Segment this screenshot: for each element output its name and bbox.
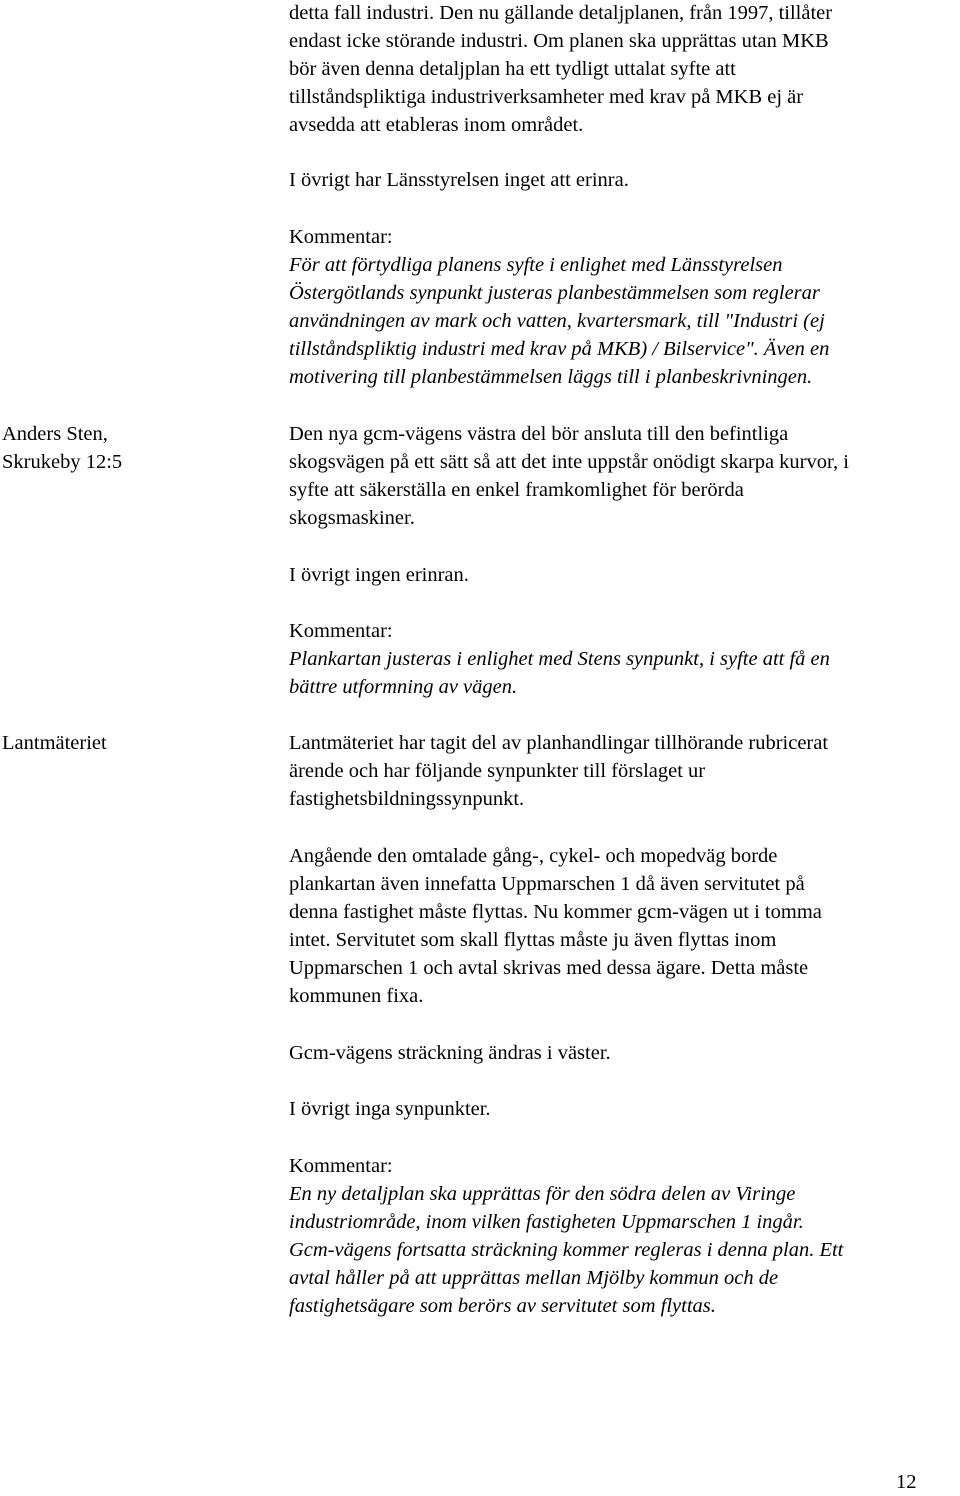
lantmateriet-closing bbox=[289, 1095, 957, 1123]
sender-line: Skrukeby 12:5 bbox=[2, 451, 123, 473]
comment-line: avtal håller på att upprättas mellan Mjölby kommun och de bbox=[289, 1267, 779, 1289]
text-line: endast icke störande industri. Om planen ska upprättas utan MKB bbox=[289, 30, 829, 52]
sender-label bbox=[2, 420, 262, 476]
intro-comment bbox=[289, 223, 957, 391]
comment-line: För att förtydliga planens syfte i enlighet med Länsstyrelsen bbox=[289, 254, 783, 276]
lantmateriet-comment bbox=[289, 1152, 957, 1320]
text-line: Uppmarschen 1 och avtal skrivas med dessa ägare. Detta måste bbox=[289, 957, 809, 979]
text-line: I övrigt har Länsstyrelsen inget att erinra. bbox=[289, 169, 629, 191]
text-line: syfte att säkerställa en enkel framkomlighet för berörda bbox=[289, 479, 744, 501]
comment-line: Östergötlands synpunkt justeras planbestämmelsen som reglerar bbox=[289, 282, 820, 304]
comment-line: Plankartan justeras i enlighet med Stens synpunkt, i syfte att få en bbox=[289, 648, 830, 670]
lantmateriet-paragraph-3 bbox=[289, 1039, 957, 1067]
page-number: 12 bbox=[896, 1471, 917, 1493]
text-line: denna fastighet måste flyttas. Nu kommer gcm-vägen ut i tomma bbox=[289, 901, 822, 923]
comment-heading: Kommentar: bbox=[289, 1155, 393, 1177]
text-line: I övrigt ingen erinran. bbox=[289, 564, 469, 586]
comment-line: användningen av mark och vatten, kvartersmark, till "Industri (ej bbox=[289, 310, 825, 332]
sender-label bbox=[2, 729, 262, 757]
intro-closing bbox=[289, 166, 957, 194]
text-line: fastighetsbildningssynpunkt. bbox=[289, 788, 525, 810]
lantmateriet-paragraph-2 bbox=[289, 842, 957, 1010]
text-line: detta fall industri. Den nu gällande detaljplanen, från 1997, tillåter bbox=[289, 2, 833, 24]
sender-line: Lantmäteriet bbox=[2, 732, 107, 754]
comment-line: tillståndspliktig industri med krav på MKB) / Bilservice". Även en bbox=[289, 338, 830, 360]
sender-line: Anders Sten, bbox=[2, 423, 108, 445]
comment-line: Gcm-vägens fortsatta sträckning kommer regleras i denna plan. Ett bbox=[289, 1239, 844, 1261]
text-line: skogsmaskiner. bbox=[289, 507, 415, 529]
comment-heading: Kommentar: bbox=[289, 620, 393, 642]
sten-comment bbox=[289, 617, 957, 701]
text-line: kommunen fixa. bbox=[289, 985, 424, 1007]
sten-paragraph bbox=[289, 420, 957, 532]
text-line: I övrigt inga synpunkter. bbox=[289, 1098, 491, 1120]
text-line: skogsvägen på ett sätt så att det inte uppstår onödigt skarpa kurvor, i bbox=[289, 451, 849, 473]
comment-line: bättre utformning av vägen. bbox=[289, 676, 518, 698]
text-line: bör även denna detaljplan ha ett tydligt uttalat syfte att bbox=[289, 58, 736, 80]
comment-line: En ny detaljplan ska upprättas för den södra delen av Viringe bbox=[289, 1183, 796, 1205]
text-line: tillståndspliktiga industriverksamheter med krav på MKB ej är bbox=[289, 86, 804, 108]
comment-line: industriområde, inom vilken fastigheten Uppmarschen 1 ingår. bbox=[289, 1211, 804, 1233]
text-line: Angående den omtalade gång-, cykel- och mopedväg borde bbox=[289, 845, 778, 867]
comment-heading: Kommentar: bbox=[289, 226, 393, 248]
text-line: Gcm-vägens sträckning ändras i väster. bbox=[289, 1042, 611, 1064]
text-line: Lantmäteriet har tagit del av planhandlingar tillhörande rubricerat bbox=[289, 732, 829, 754]
text-line: ärende och har följande synpunkter till förslaget ur bbox=[289, 760, 706, 782]
comment-line: fastighetsägare som berörs av servitutet som flyttas. bbox=[289, 1295, 716, 1317]
comment-line: motivering till planbestämmelsen läggs till i planbeskrivningen. bbox=[289, 366, 813, 388]
text-line: avsedda att etableras inom området. bbox=[289, 114, 584, 136]
text-line: Den nya gcm-vägens västra del bör ansluta till den befintliga bbox=[289, 423, 789, 445]
text-line: plankartan även innefatta Uppmarschen 1 då även servitutet på bbox=[289, 873, 805, 895]
lantmateriet-paragraph-1 bbox=[289, 729, 957, 813]
text-line: intet. Servitutet som skall flyttas måste ju även flyttas inom bbox=[289, 929, 777, 951]
intro-paragraph bbox=[289, 0, 957, 139]
sten-closing bbox=[289, 561, 957, 589]
